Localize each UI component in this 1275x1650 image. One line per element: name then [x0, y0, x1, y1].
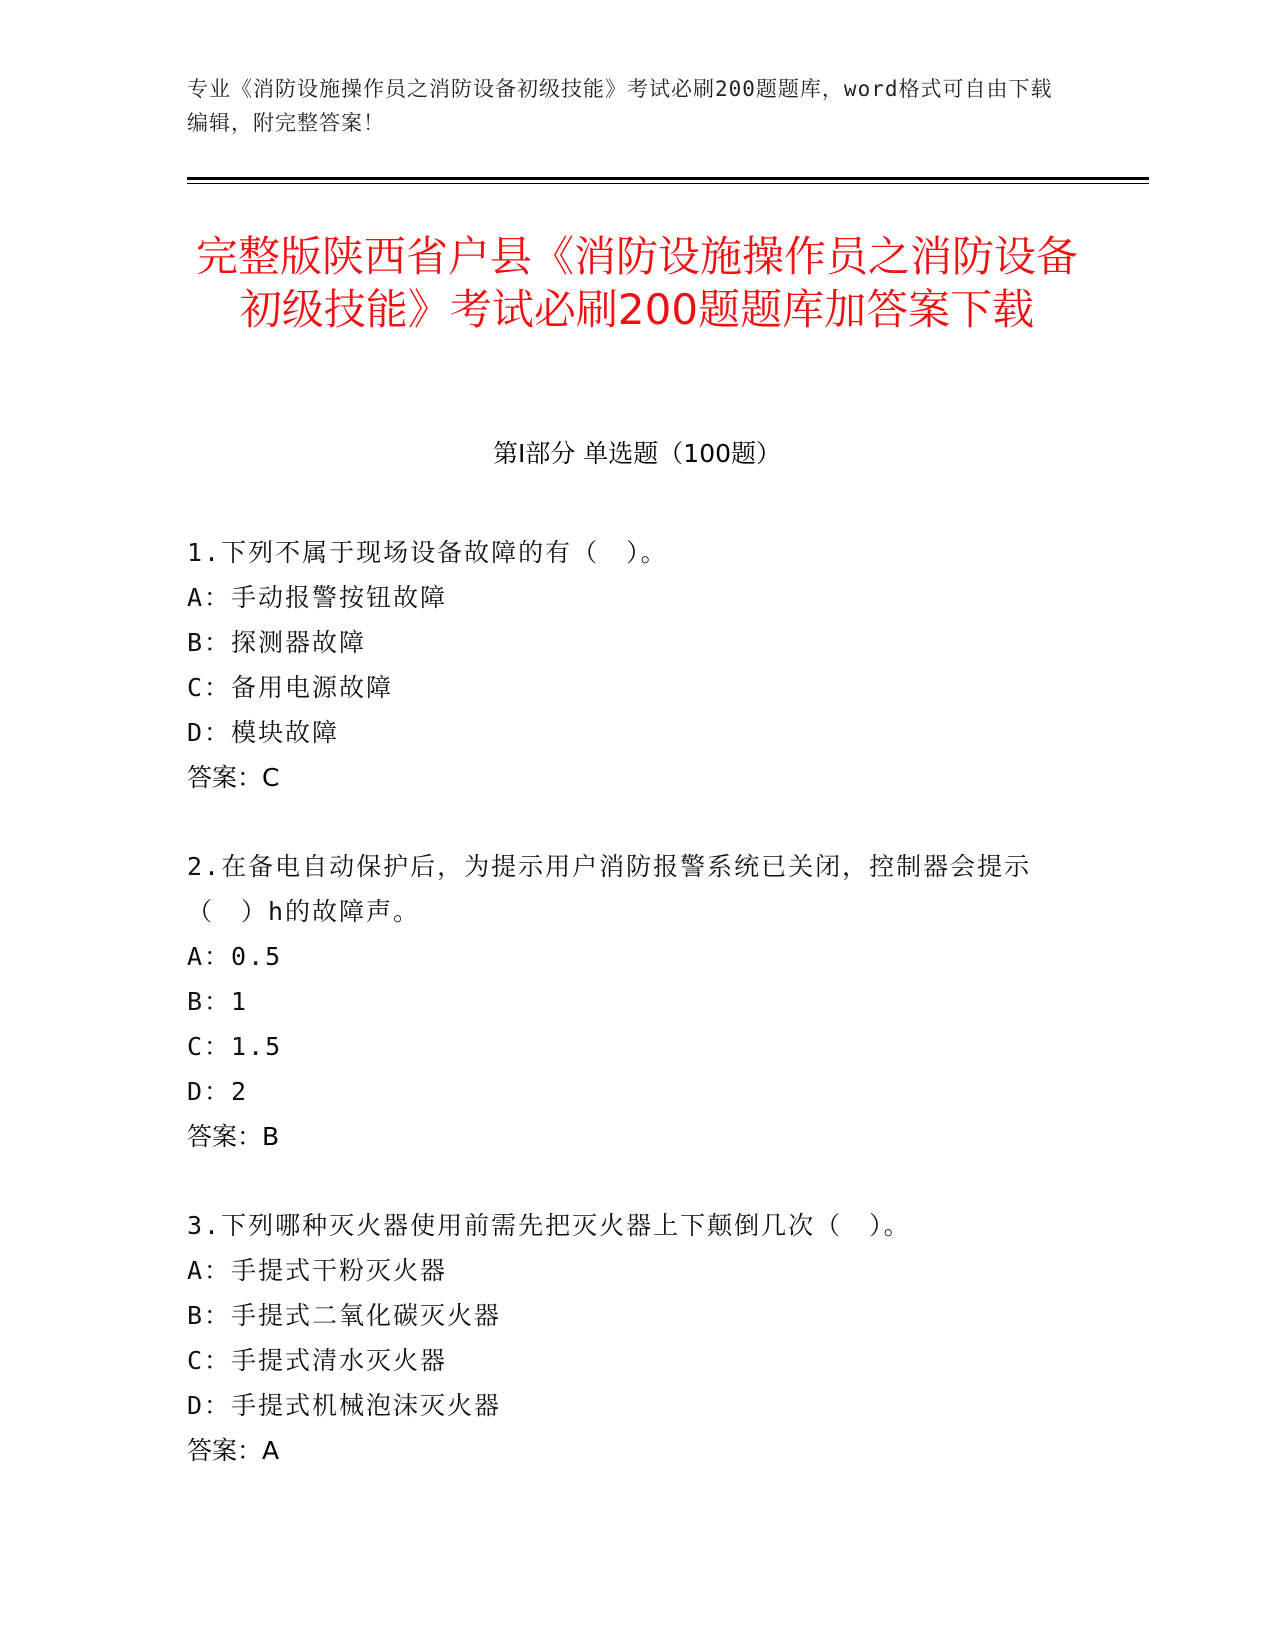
document-title: 完整版陕西省户县《消防设施操作员之消防设备初级技能》考试必刷200题题库加答案下载	[195, 232, 1078, 334]
answer: 答案：A	[187, 1436, 280, 1465]
option-a: A：手提式干粉灭火器	[187, 1256, 448, 1285]
question-3	[187, 1203, 1087, 1473]
option-b: B：探测器故障	[187, 628, 367, 657]
question-2	[187, 844, 1087, 1159]
option-c: C：手提式清水灭火器	[187, 1346, 448, 1375]
option-b: B：手提式二氧化碳灭火器	[187, 1301, 502, 1330]
question-list	[187, 530, 1087, 1517]
option-d: D：模块故障	[187, 718, 340, 747]
option-c: C：1.5	[187, 1032, 283, 1061]
option-a: A：手动报警按钮故障	[187, 583, 448, 612]
question-stem: 2.在备电自动保护后，为提示用户消防报警系统已关闭，控制器会提示（ ）h的故障声。	[187, 852, 1032, 926]
question-1	[187, 530, 1087, 800]
header-note: 专业《消防设施操作员之消防设备初级技能》考试必刷200题题库，word格式可自由下载编辑，附完整答案！	[187, 77, 1053, 135]
answer: 答案：B	[187, 1122, 280, 1151]
header-rule-thick	[187, 177, 1149, 180]
question-stem: 1.下列不属于现场设备故障的有（ ）。	[187, 538, 668, 567]
option-d: D：2	[187, 1077, 249, 1106]
header-rule-thin	[187, 183, 1149, 184]
option-a: A：0.5	[187, 942, 283, 971]
option-c: C：备用电源故障	[187, 673, 394, 702]
option-b: B：1	[187, 987, 249, 1016]
answer: 答案：C	[187, 763, 280, 792]
section-title: 第I部分 单选题（100题）	[492, 439, 782, 468]
option-d: D：手提式机械泡沫灭火器	[187, 1391, 502, 1420]
question-stem: 3.下列哪种灭火器使用前需先把灭火器上下颠倒几次（ ）。	[187, 1211, 911, 1240]
